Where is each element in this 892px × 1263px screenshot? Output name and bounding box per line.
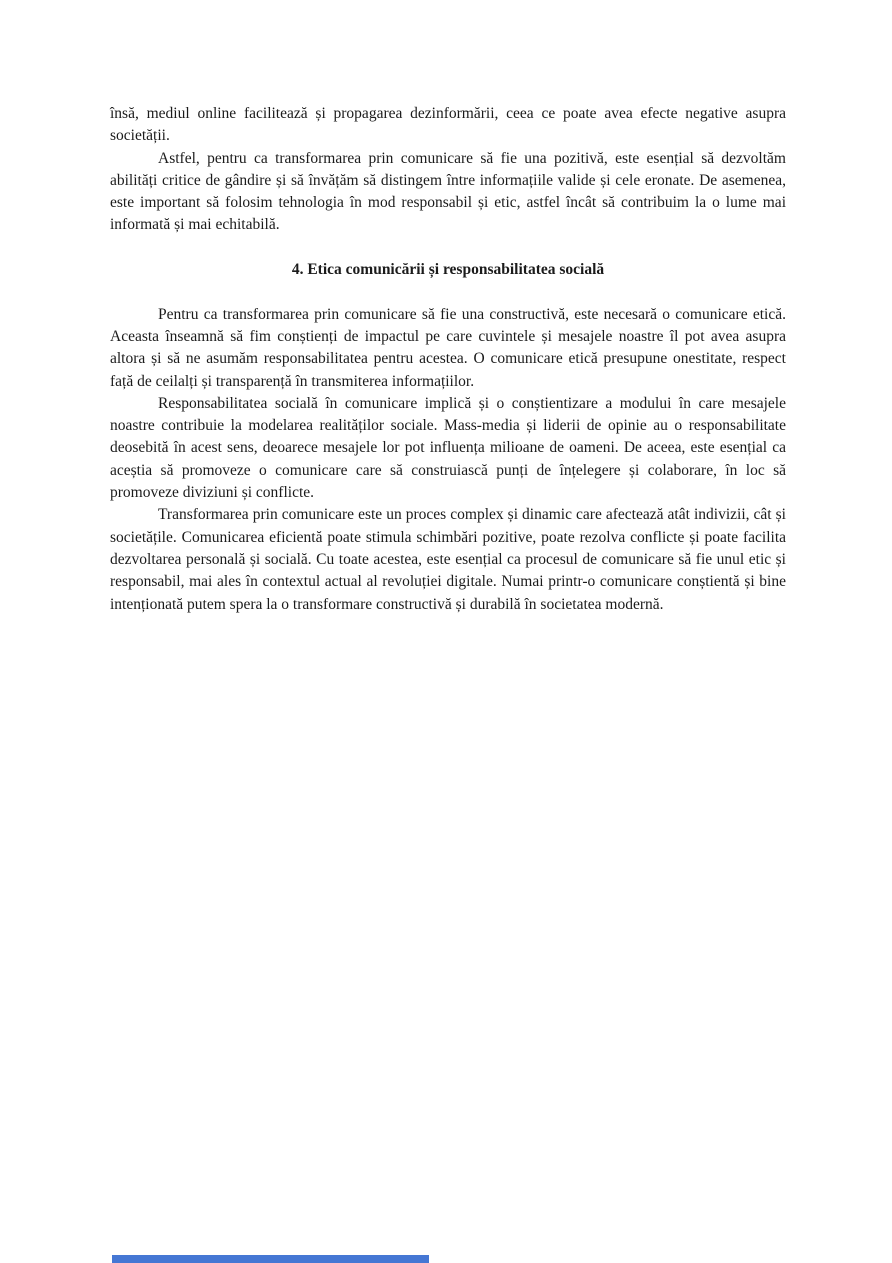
paragraph-pentru: Pentru ca transformarea prin comunicare să fie una constructivă, este necesară o comunicare etică. Aceasta înseamnă să fim conștienți de impactul pe care cuvintele și mesajele noastre îl pot avea asupra altora și să ne asumăm responsabilitatea pentru acestea. O comunicare etică presupune onestitate, respect față de ceilalți și transparență în transmiterea informațiilor. <box>110 305 786 390</box>
paragraph-continuation: însă, mediul online facilitează și propagarea dezinformării, ceea ce poate avea efecte negative asupra societății. <box>110 105 786 145</box>
paragraph-astfel: Astfel, pentru ca transformarea prin comunicare să fie una pozitivă, este esențial să dezvoltăm abilități critice de gândire și să învățăm să distingem între informațiile valide și cele eronate. De asemenea, este important să folosim tehnologia în mod responsabil și etic, astfel încât să contribuim la o lume mai informată și mai echitabilă. <box>110 149 786 234</box>
text-column <box>110 103 786 616</box>
section-heading: 4. Etica comunicării și responsabilitatea socială <box>291 261 605 279</box>
page-bottom-bar <box>112 1255 429 1263</box>
paragraph-responsabilitatea: Responsabilitatea socială în comunicare implică și o conștientizare a modului în care mesajele noastre contribuie la modelarea realităților sociale. Mass-media și liderii de opinie au o responsabilitate deosebită în acest sens, deoarece mesajele lor pot influența milioane de oameni. De aceea, este esențial ca aceștia să promoveze o comunicare care să construiască punți de înțelegere și colaborare, în loc să promoveze diviziuni și conflicte. <box>110 394 786 502</box>
paragraph-transformarea: Transformarea prin comunicare este un proces complex și dinamic care afectează atât indivizii, cât și societățile. Comunicarea eficientă poate stimula schimbări pozitive, poate rezolva conflicte și poate facilita dezvoltarea personală și socială. Cu toate acestea, este esențial ca procesul de comunicare să fie unul etic și responsabil, mai ales în contextul actual al revoluției digitale. Numai printr-o comunicare conștientă și bine intenționată putem spera la o transformare constructivă și durabilă în societatea modernă. <box>110 506 786 613</box>
